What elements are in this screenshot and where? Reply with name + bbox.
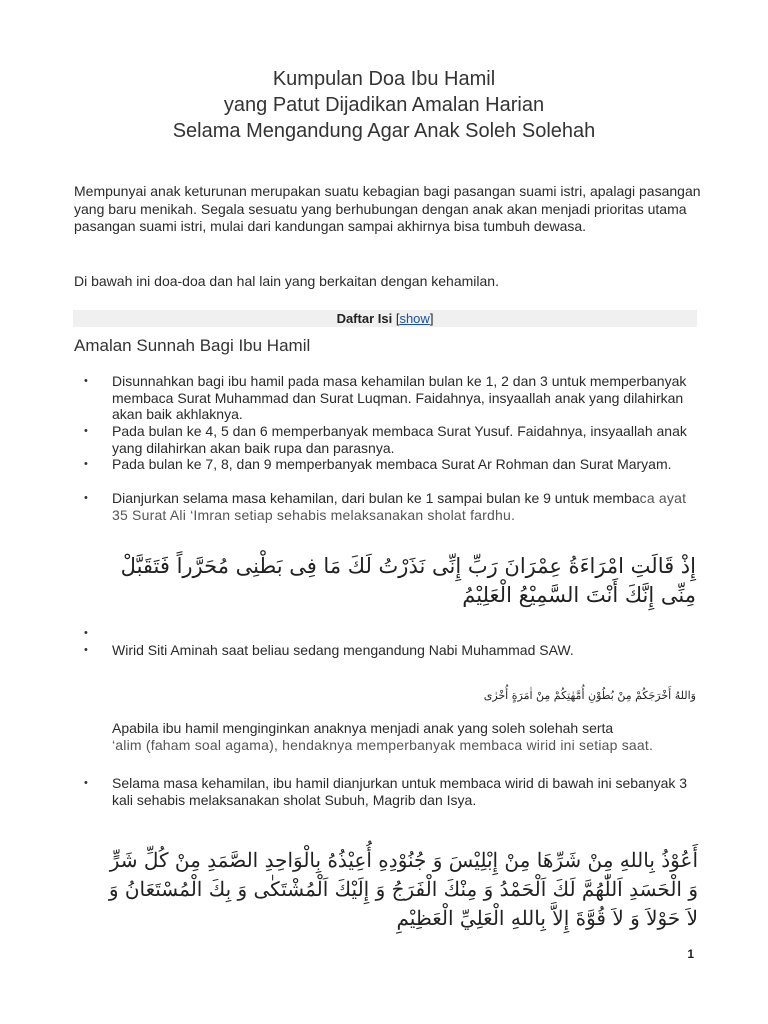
bullet-icon: • [84, 644, 88, 656]
section-heading: Amalan Sunnah Bagi Ibu Hamil [74, 336, 311, 355]
list-item-text: Pada bulan ke 4, 5 dan 6 memperbanyak membaca Surat Yusuf. Faidahnya, insyaallah anak yang dilahirkan akan baik rupa dan parasnya. [112, 423, 687, 456]
list-item-text-part: Dianjurkan selama masa kehamilan, dari bulan ke 1 sampai bulan ke 9 untuk memba [112, 490, 640, 506]
list-item-text: Disunnahkan bagi ibu hamil pada masa kehamilan bulan ke 1, 2 dan 3 untuk memperbanyak membaca Surat Muhammad dan Surat Luqman. Faidahnya, insyaallah anak yang dilahirkan akan baik akhlaknya. [112, 373, 687, 423]
title-line-3: Selama Mengandung Agar Anak Soleh Solehah [172, 120, 596, 142]
list-item-text-part: ca ayat 35 Surat Ali ‘Imran setiap sehabis melaksanakan sholat fardhu. [112, 490, 687, 523]
intro-paragraph-2: Di bawah ini doa-doa dan hal lain yang berkaitan dengan kehamilan. [74, 273, 499, 289]
toc-title: Daftar Isi [336, 311, 393, 326]
list-item-text [112, 490, 692, 523]
toc-bracket-close: ] [429, 311, 434, 326]
table-of-contents [73, 310, 697, 327]
page-number: 1 [687, 947, 694, 961]
bullet-icon: • [84, 425, 88, 437]
bullet-icon: • [84, 375, 88, 387]
wirid-note [112, 720, 702, 754]
bullet-icon: • [84, 627, 88, 639]
arabic-verse-ali-imran-35: إِذْ قَالَتِ امْرَاءَةُ عِمْرَانَ رَبِّ إِنِّى نَذَرْتُ لَكَ مَا فِى بَطْنِى مُحَرَّراً فَتَقَبَّلْ مِنِّى إِنَّكَ أَنْتَ السَّمِيْعُ الْعَلِيْمُ [120, 554, 696, 607]
toc-bracket-open: [ [395, 311, 400, 326]
title-line-1: Kumpulan Doa Ibu Hamil [272, 68, 496, 90]
arabic-wirid-siti-aminah: وَاللهُ أَخْرَجَكُمْ مِنْ بُطُوْنِ أُمَّهٰتِكُمْ مِنْ اٰمَرَةٍ أُخْرٰى [483, 689, 696, 702]
bullet-icon: • [84, 777, 88, 789]
document-title [0, 66, 768, 144]
intro-paragraph: Mempunyai anak keturunan merupakan suatu kebagian bagi pasangan suami istri, apalagi pasangan yang baru menikah. Segala sesuatu yang berhubungan dengan anak akan menjadi prioritas utama pasangan suami istri, mulai dari kandungan sampai akhirnya bisa tumbuh dewasa. [74, 183, 701, 234]
bullet-icon: • [84, 458, 88, 470]
list-item-text: Pada bulan ke 7, 8, dan 9 memperbanyak membaca Surat Ar Rohman dan Surat Maryam. [112, 456, 672, 472]
toc-show-link[interactable]: show [399, 311, 430, 326]
bullet-icon: • [84, 492, 88, 504]
list-item-text: Selama masa kehamilan, ibu hamil dianjurkan untuk membaca wirid di bawah ini sebanyak 3 kali sehabis melaksanakan sholat Subuh, Magrib dan Isya. [112, 775, 688, 808]
list-item-text: Wirid Siti Aminah saat beliau sedang mengandung Nabi Muhammad SAW. [112, 642, 574, 658]
title-line-2: yang Patut Dijadikan Amalan Harian [223, 94, 545, 116]
wirid-note-line-2: ‘alim (faham soal agama), hendaknya memperbanyak membaca wirid ini setiap saat. [112, 737, 654, 753]
wirid-note-line-1: Apabila ibu hamil menginginkan anaknya menjadi anak yang soleh solehah serta [112, 720, 614, 736]
arabic-wirid-protection: أَعُوْذُ بِاللهِ مِنْ شَرِّهَا مِنْ إِبْلِيْسَ وَ جُنُوْدِهِ أُعِيْذُهُ بِالْوَاحِدِ الصَّمَدِ مِنْ كُلِّ شَرٍّ وَ الْحَسَدِ اَللّٰهُمَّ لَكَ اَلْحَمْدُ وَ مِنْكَ الْفَرَجُ وَ إِلَيْكَ اَلْمُشْتَكٰى وَ بِكَ الْمُسْتَعَانُ وَ لاَ حَوْلاَ وَ لاَ قُوَّةَ إِلاَّ بِاللهِ الْعَلِيِّ الْعَظِيْمِ [108, 848, 698, 930]
